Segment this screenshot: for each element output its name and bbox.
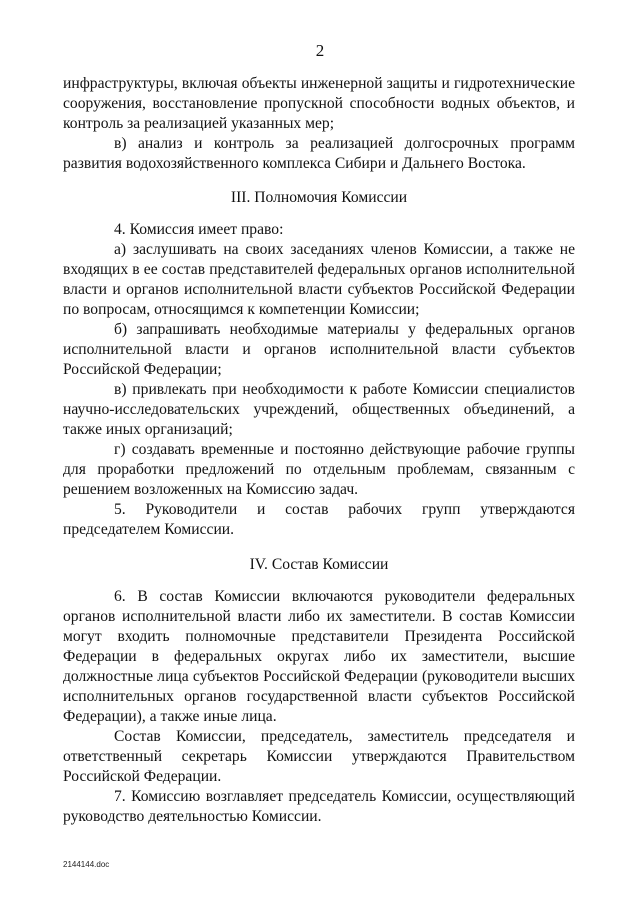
paragraph-clause-6: 6. В состав Комиссии включаются руководители федеральных органов исполнительной власти либо их заместители. В состав Комиссии могут входить полномочные представители Президента Российской Федерации в федеральных округах либо их заместители, высшие должностные лица субъектов Российской Федерации (руководители высших исполнительных органов государственной власти субъектов Российской Федерации), а также иные лица. [63,588,575,725]
paragraph-clause-7: 7. Комиссию возглавляет председатель Комиссии, осуществляющий руководство деятельностью Комиссии. [63,788,575,825]
paragraph-item-v-analysis: в) анализ и контроль за реализацией долгосрочных программ развития водохозяйственного комплекса Сибири и Дальнего Востока. [63,135,575,172]
paragraph-clause-5: 5. Руководители и состав рабочих групп утверждаются председателем Комиссии. [63,501,575,538]
paragraph-item-v: в) привлекать при необходимости к работе Комиссии специалистов научно-исследовательских учреждений, общественных объединений, а также иных организаций; [63,381,575,438]
paragraph-infrastructure: инфраструктуры, включая объекты инженерной защиты и гидротехнические сооружения, восстановление пропускной способности водных объектов, и контроль за реализацией указанных мер; [63,75,575,132]
paragraph-item-b: б) запрашивать необходимые материалы у федеральных органов исполнительной власти и органов исполнительной власти субъектов Российской Федерации; [63,321,575,378]
page-number: 2 [315,41,325,60]
paragraph-composition-approval: Состав Комиссии, председатель, заместитель председателя и ответственный секретарь Комиссии утверждаются Правительством Российской Федерации. [63,728,575,785]
paragraph-item-g: г) создавать временные и постоянно действующие рабочие группы для проработки предложений по отдельным проблемам, связанным с решением возложенных на Комиссию задач. [63,441,575,498]
paragraph-item-a: а) заслушивать на своих заседаниях членов Комиссии, а также не входящих в ее состав представителей федеральных органов исполнительной власти и органов исполнительной власти субъектов Российской Федерации по вопросам, относящимся к компетенции Комиссии; [63,241,575,318]
paragraph-clause-4: 4. Комиссия имеет право: [114,221,284,238]
section-heading-powers: III. Полномочия Комиссии [230,189,408,206]
section-heading-composition: IV. Состав Комиссии [249,556,389,573]
document-body [63,74,575,827]
footer-file-name: 2144144.doc [63,860,110,869]
